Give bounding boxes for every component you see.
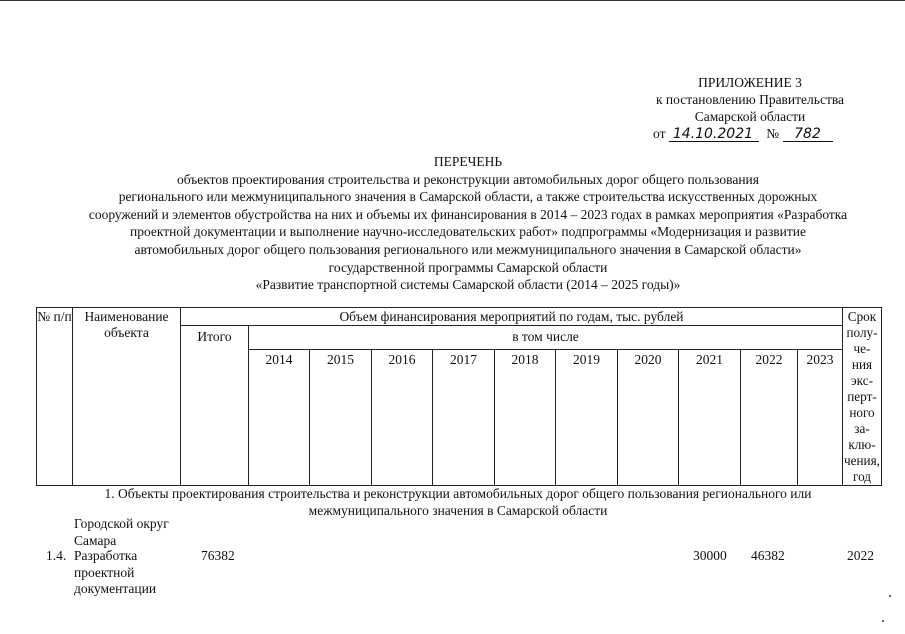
- year-label: 2018: [511, 352, 539, 367]
- header-total: [181, 326, 249, 486]
- header-year-2016: [372, 350, 433, 486]
- scan-speck: [889, 595, 891, 597]
- section-title: [36, 485, 880, 519]
- header-year-2020: [618, 350, 679, 486]
- row-2021: 30000: [693, 548, 727, 563]
- heading-line-2: регионального или межмуниципального значения в Самарской области, а также строительства искусственных дорожных: [118, 189, 818, 205]
- district-line-1: Городской округ: [74, 516, 169, 531]
- year-label: 2020: [634, 352, 662, 367]
- header-year-2015: [310, 350, 372, 486]
- term-line: клю-: [848, 437, 876, 452]
- handwritten-date: 14.10.2021: [669, 127, 759, 142]
- header-including: [249, 326, 843, 350]
- term-line: экс-: [851, 373, 873, 388]
- row-term: 2022: [847, 548, 874, 563]
- term-line: перт-: [847, 389, 877, 404]
- header-term: [843, 308, 882, 486]
- year-label: 2021: [696, 352, 723, 367]
- funding-table-header: [36, 307, 882, 486]
- year-label: 2019: [573, 352, 600, 367]
- object-name-line: документации: [74, 581, 157, 596]
- row-number: 1.4.: [46, 548, 67, 563]
- header-year-2023: [798, 350, 843, 486]
- term-line: че-: [853, 341, 871, 356]
- appendix-block: [600, 74, 900, 142]
- handwritten-number: 782: [783, 127, 833, 142]
- header-year-2021: [679, 350, 741, 486]
- header-number-label: № п/п: [37, 309, 72, 324]
- term-line: полу-: [846, 325, 878, 340]
- scan-speck: [882, 620, 884, 622]
- object-name-line: Разработка: [74, 548, 138, 563]
- document-heading: [40, 153, 896, 294]
- year-label: 2017: [450, 352, 477, 367]
- header-object-name: [73, 308, 181, 486]
- header-year-2017: [433, 350, 495, 486]
- term-line: чения,: [844, 453, 880, 468]
- heading-line-3: сооружений и элементов обустройства на них и объемы их финансирования в 2014 – 2023 годах в рамках мероприятия «Разработка: [88, 206, 848, 222]
- header-funding: [181, 308, 843, 326]
- number-prefix: №: [766, 126, 780, 141]
- header-year-2019: [556, 350, 618, 486]
- row-object-name: [74, 548, 156, 598]
- appendix-line-region: Самарской области: [694, 109, 806, 124]
- term-line: ного: [849, 405, 875, 420]
- header-year-2018: [495, 350, 556, 486]
- heading-line-1: объектов проектирования строительства и реконструкции автомобильных дорог общего пользования: [176, 171, 759, 187]
- date-prefix: от: [653, 126, 666, 141]
- year-label: 2014: [265, 352, 293, 367]
- heading-line-5: автомобильных дорог общего пользования регионального или межмуниципального значения в Самарской области»: [134, 241, 802, 257]
- year-label: 2022: [755, 352, 783, 367]
- appendix-title: ПРИЛОЖЕНИЕ 3: [698, 75, 802, 90]
- year-label: 2016: [388, 352, 416, 367]
- header-funding-label: Объем финансирования мероприятий по годам, тыс. рублей: [339, 309, 684, 324]
- term-line: Срок: [847, 309, 877, 324]
- term-line: год: [852, 469, 871, 484]
- heading-line-6: государственной программы Самарской области: [328, 259, 608, 275]
- district-label: [74, 516, 169, 549]
- heading-line-4: проектной документации и выполнение научно-исследовательских работ» подпрограммы «Модернизация и развитие: [130, 224, 806, 240]
- row-2022: 46382: [751, 548, 785, 563]
- header-year-2014: [249, 350, 310, 486]
- year-label: 2023: [806, 352, 834, 367]
- header-number: [37, 308, 73, 486]
- header-object-name-label: Наименование объекта: [84, 309, 169, 340]
- appendix-line-resolution: к постановлению Правительства: [655, 92, 845, 107]
- district-line-2: Самара: [74, 532, 117, 548]
- document-title: ПЕРЕЧЕНЬ: [433, 154, 503, 169]
- term-line: ния: [851, 357, 873, 372]
- header-total-label: Итого: [197, 329, 232, 344]
- header-year-2022: [741, 350, 798, 486]
- term-line: за-: [854, 421, 870, 436]
- section-title-line-1: 1. Объекты проектирования строительства и реконструкции автомобильных дорог общего пользования регионального или: [104, 486, 812, 501]
- header-including-label: в том числе: [512, 329, 579, 344]
- scan-top-border: [0, 0, 905, 1]
- appendix-date-line: [600, 125, 900, 142]
- header-term-label: [843, 308, 881, 485]
- object-name-line: проектной: [74, 564, 135, 580]
- heading-line-7: «Развитие транспортной системы Самарской области (2014 – 2025 годы)»: [255, 277, 681, 293]
- row-total: 76382: [201, 548, 235, 563]
- section-title-line-2: межмуниципального значения в Самарской области: [308, 503, 608, 518]
- year-label: 2015: [327, 352, 354, 367]
